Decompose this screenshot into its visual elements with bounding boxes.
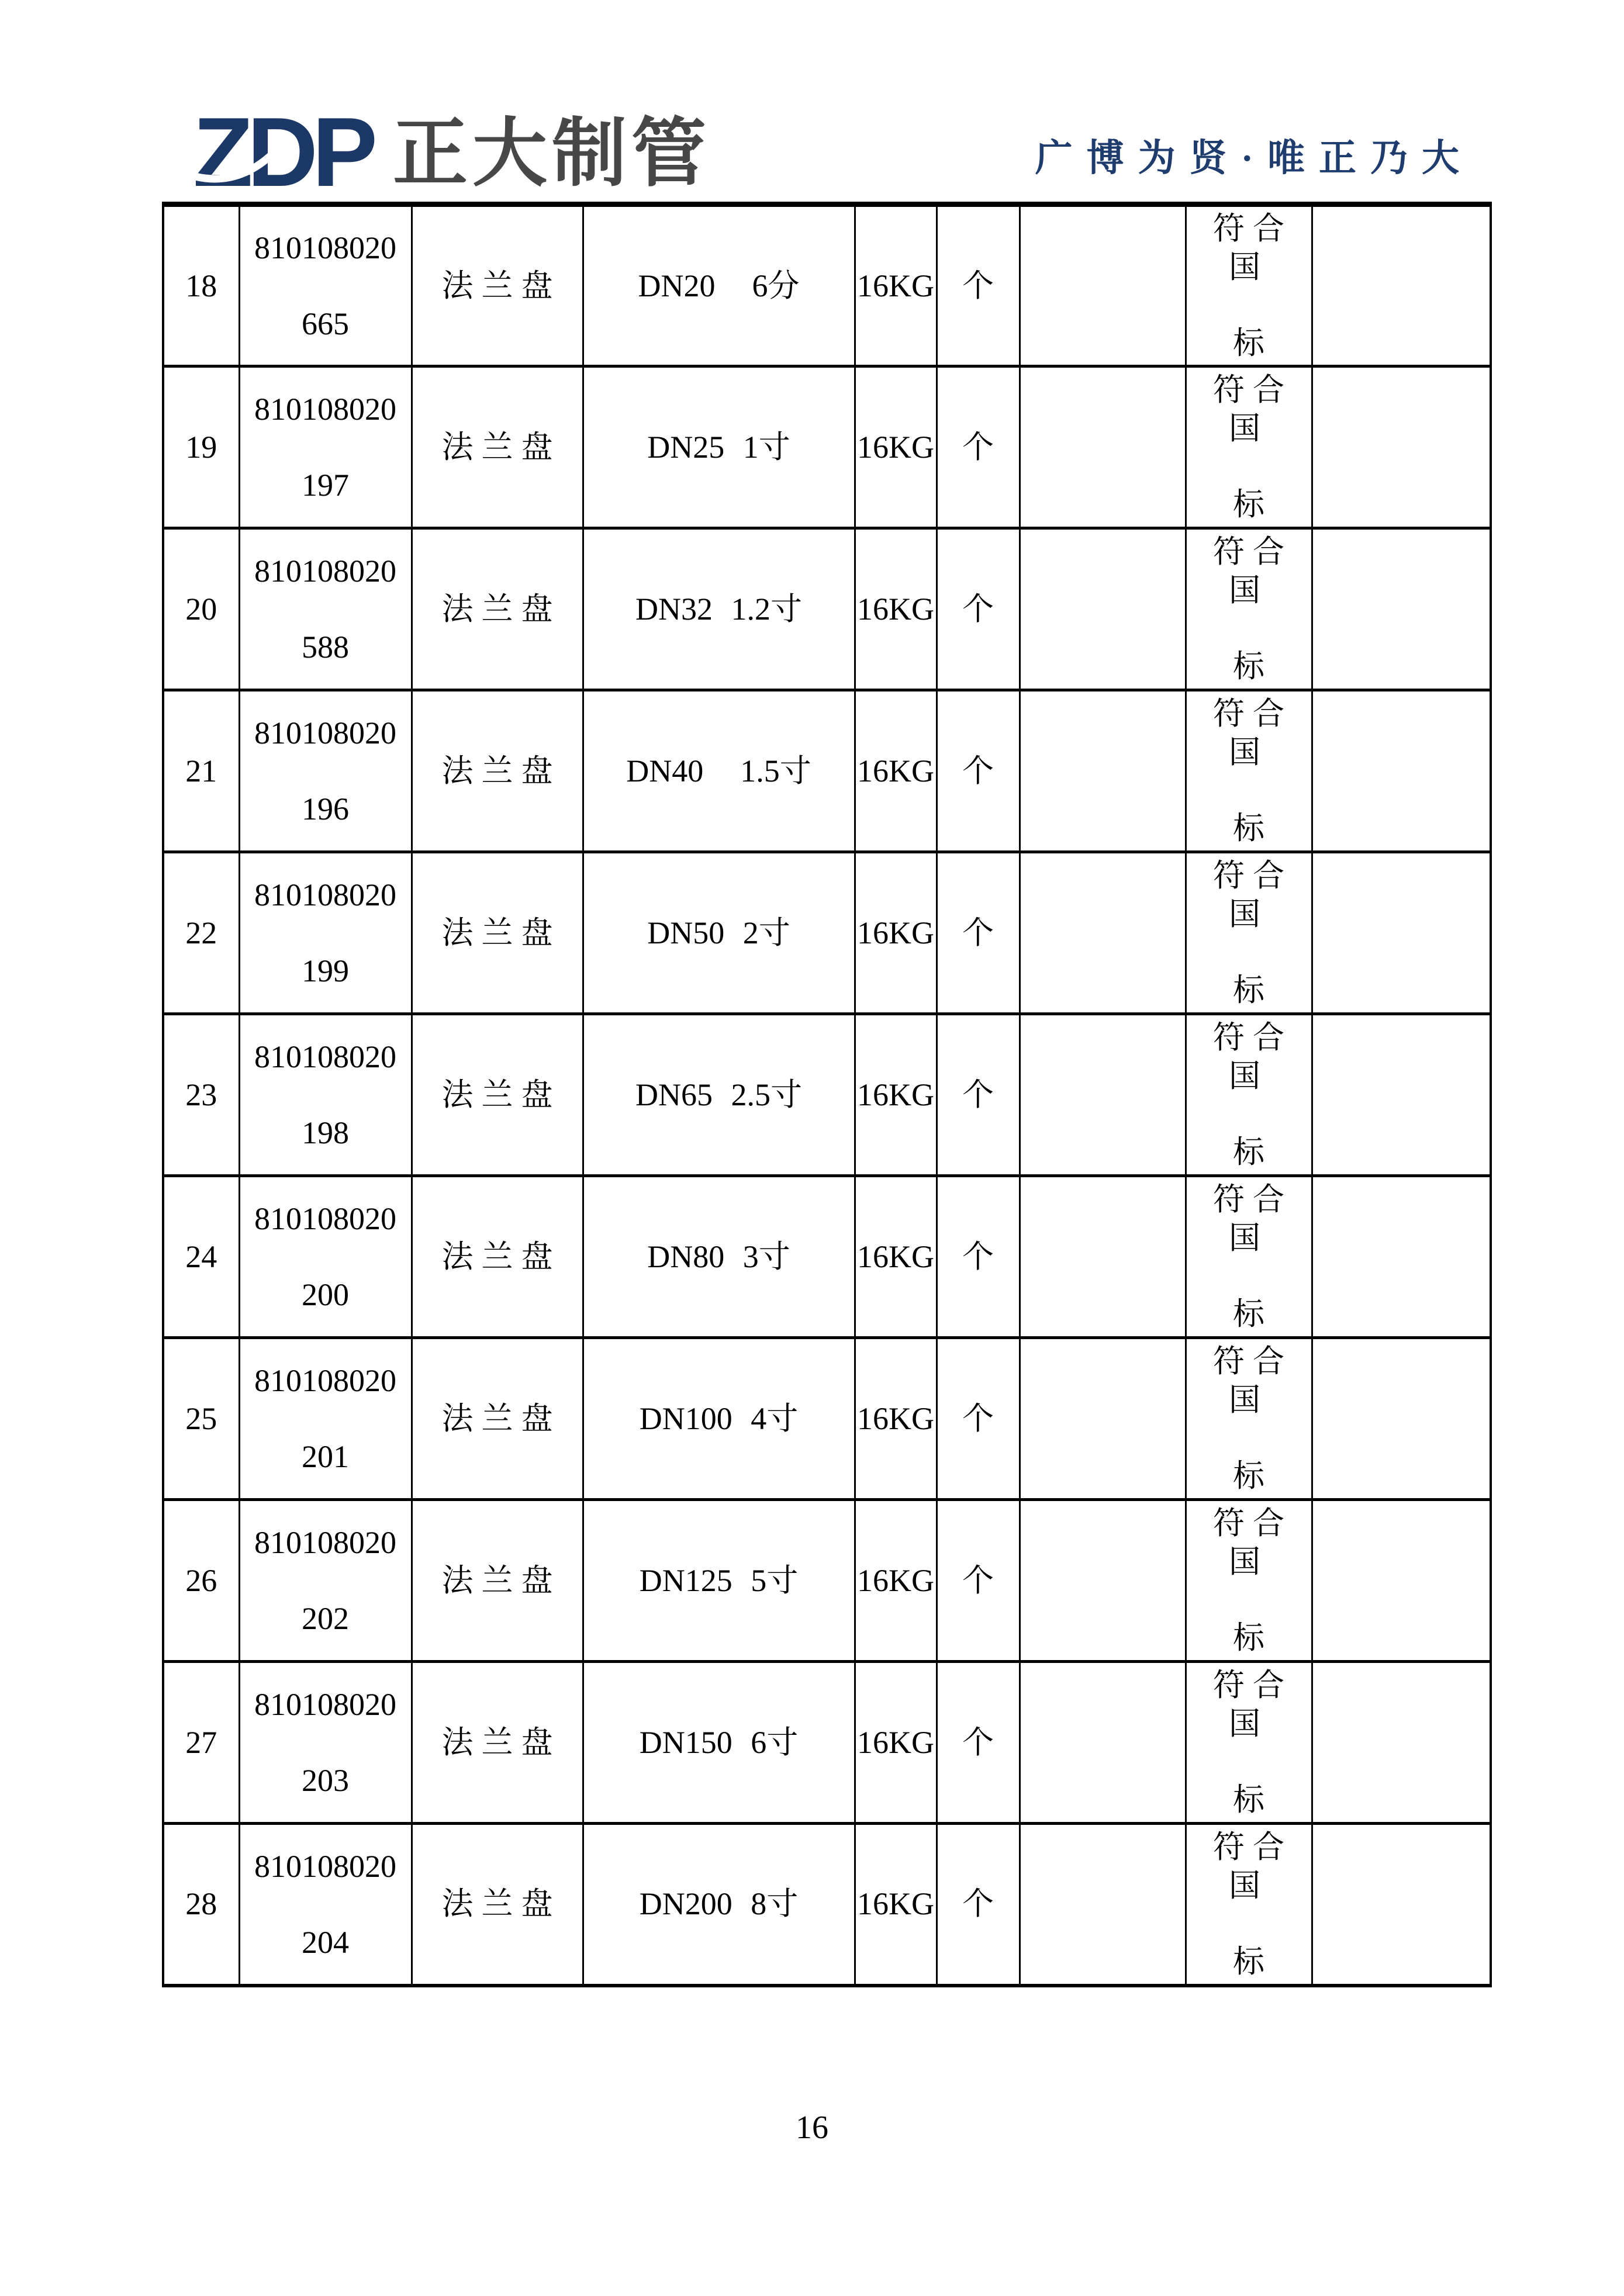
cell-pressure-rating: 16KG bbox=[855, 1014, 937, 1176]
logo-text-glyph: ZDP bbox=[193, 110, 372, 198]
cell-empty-quantity bbox=[1020, 1176, 1186, 1338]
material-code-line2: 197 bbox=[302, 468, 349, 503]
material-code-line1: 810108020 bbox=[254, 1039, 396, 1074]
cell-empty-remark bbox=[1312, 1662, 1491, 1824]
material-code-line1: 810108020 bbox=[254, 1363, 396, 1398]
cell-material-code bbox=[239, 528, 412, 690]
standard-line1: 符合国 bbox=[1213, 1506, 1293, 1579]
standard-line2: 标 bbox=[1233, 811, 1264, 846]
standard-line2: 标 bbox=[1233, 1782, 1264, 1817]
cell-standard bbox=[1186, 1014, 1312, 1176]
cell-empty-remark bbox=[1312, 852, 1491, 1014]
material-code-line2: 199 bbox=[302, 953, 349, 988]
header bbox=[193, 110, 711, 198]
table-sheet bbox=[162, 202, 1492, 1987]
material-code-line2: 201 bbox=[302, 1439, 349, 1474]
zdp-logo-icon bbox=[193, 110, 380, 198]
table-row bbox=[163, 1662, 1491, 1824]
cell-unit: 个 bbox=[937, 1824, 1020, 1986]
cell-serial-number: 21 bbox=[163, 690, 239, 852]
cell-empty-remark bbox=[1312, 1500, 1491, 1662]
cell-specification: DN32 1.2寸 bbox=[583, 528, 855, 690]
cell-empty-quantity bbox=[1020, 1338, 1186, 1500]
table-row bbox=[163, 690, 1491, 852]
cell-standard bbox=[1186, 1176, 1312, 1338]
cell-specification: DN40 1.5寸 bbox=[583, 690, 855, 852]
standard-line2: 标 bbox=[1233, 1944, 1264, 1979]
table-row bbox=[163, 1338, 1491, 1500]
cell-serial-number: 26 bbox=[163, 1500, 239, 1662]
cell-standard bbox=[1186, 852, 1312, 1014]
company-slogan: 广博为贤·唯正乃大 bbox=[1035, 137, 1473, 179]
cell-material-code bbox=[239, 852, 412, 1014]
material-code-line1: 810108020 bbox=[254, 877, 396, 912]
table-row bbox=[163, 1176, 1491, 1338]
cell-unit: 个 bbox=[937, 205, 1020, 366]
cell-serial-number: 19 bbox=[163, 366, 239, 528]
standard-line2: 标 bbox=[1233, 487, 1264, 522]
cell-material-code bbox=[239, 1338, 412, 1500]
cell-serial-number: 20 bbox=[163, 528, 239, 690]
cell-material-code bbox=[239, 366, 412, 528]
cell-empty-remark bbox=[1312, 205, 1491, 366]
cell-empty-quantity bbox=[1020, 366, 1186, 528]
material-code-line2: 588 bbox=[302, 630, 349, 665]
standard-line2: 标 bbox=[1233, 1135, 1264, 1170]
cell-material-code bbox=[239, 1014, 412, 1176]
material-code-line2: 196 bbox=[302, 791, 349, 827]
product-table bbox=[162, 202, 1492, 1987]
cell-pressure-rating: 16KG bbox=[855, 1824, 937, 1986]
standard-line1: 符合国 bbox=[1213, 534, 1293, 608]
cell-serial-number: 22 bbox=[163, 852, 239, 1014]
cell-serial-number: 28 bbox=[163, 1824, 239, 1986]
cell-empty-remark bbox=[1312, 1338, 1491, 1500]
standard-line1: 符合国 bbox=[1213, 1829, 1293, 1903]
cell-product-name: 法兰盘 bbox=[412, 1014, 583, 1176]
cell-material-code bbox=[239, 1176, 412, 1338]
table-row bbox=[163, 852, 1491, 1014]
cell-pressure-rating: 16KG bbox=[855, 1338, 937, 1500]
cell-product-name: 法兰盘 bbox=[412, 205, 583, 366]
cell-unit: 个 bbox=[937, 1014, 1020, 1176]
cell-pressure-rating: 16KG bbox=[855, 528, 937, 690]
cell-specification: DN65 2.5寸 bbox=[583, 1014, 855, 1176]
material-code-line2: 202 bbox=[302, 1601, 349, 1636]
cell-empty-remark bbox=[1312, 1014, 1491, 1176]
cell-empty-quantity bbox=[1020, 1662, 1186, 1824]
standard-line1: 符合国 bbox=[1213, 1020, 1293, 1094]
material-code-line2: 665 bbox=[302, 306, 349, 341]
cell-empty-remark bbox=[1312, 1176, 1491, 1338]
company-name: 正大制管 bbox=[393, 112, 711, 195]
cell-unit: 个 bbox=[937, 852, 1020, 1014]
cell-serial-number: 23 bbox=[163, 1014, 239, 1176]
cell-empty-remark bbox=[1312, 528, 1491, 690]
table-row bbox=[163, 205, 1491, 366]
cell-empty-quantity bbox=[1020, 1824, 1186, 1986]
cell-unit: 个 bbox=[937, 528, 1020, 690]
table-row bbox=[163, 1014, 1491, 1176]
standard-line2: 标 bbox=[1233, 649, 1264, 684]
cell-specification: DN20 6分 bbox=[583, 205, 855, 366]
cell-serial-number: 24 bbox=[163, 1176, 239, 1338]
cell-specification: DN25 1寸 bbox=[583, 366, 855, 528]
cell-material-code bbox=[239, 1500, 412, 1662]
cell-pressure-rating: 16KG bbox=[855, 1500, 937, 1662]
cell-pressure-rating: 16KG bbox=[855, 205, 937, 366]
cell-specification: DN125 5寸 bbox=[583, 1500, 855, 1662]
cell-empty-quantity bbox=[1020, 1014, 1186, 1176]
cell-unit: 个 bbox=[937, 366, 1020, 528]
standard-line1: 符合国 bbox=[1213, 858, 1293, 932]
standard-line1: 符合国 bbox=[1213, 372, 1293, 446]
cell-product-name: 法兰盘 bbox=[412, 366, 583, 528]
material-code-line1: 810108020 bbox=[254, 1525, 396, 1560]
table-row bbox=[163, 1824, 1491, 1986]
cell-empty-quantity bbox=[1020, 528, 1186, 690]
cell-specification: DN200 8寸 bbox=[583, 1824, 855, 1986]
page-number: 16 bbox=[796, 2110, 828, 2146]
cell-product-name: 法兰盘 bbox=[412, 852, 583, 1014]
cell-product-name: 法兰盘 bbox=[412, 1176, 583, 1338]
cell-empty-quantity bbox=[1020, 1500, 1186, 1662]
cell-specification: DN80 3寸 bbox=[583, 1176, 855, 1338]
cell-standard bbox=[1186, 1500, 1312, 1662]
standard-line2: 标 bbox=[1233, 1620, 1264, 1655]
material-code-line1: 810108020 bbox=[254, 392, 396, 427]
cell-product-name: 法兰盘 bbox=[412, 528, 583, 690]
cell-empty-remark bbox=[1312, 366, 1491, 528]
material-code-line2: 200 bbox=[302, 1277, 349, 1312]
cell-pressure-rating: 16KG bbox=[855, 366, 937, 528]
material-code-line1: 810108020 bbox=[254, 554, 396, 589]
standard-line1: 符合国 bbox=[1213, 696, 1293, 770]
cell-standard bbox=[1186, 1662, 1312, 1824]
standard-line1: 符合国 bbox=[1213, 1344, 1293, 1417]
cell-empty-quantity bbox=[1020, 690, 1186, 852]
cell-pressure-rating: 16KG bbox=[855, 690, 937, 852]
standard-line2: 标 bbox=[1233, 1296, 1264, 1332]
cell-product-name: 法兰盘 bbox=[412, 690, 583, 852]
cell-product-name: 法兰盘 bbox=[412, 1662, 583, 1824]
material-code-line1: 810108020 bbox=[254, 715, 396, 751]
cell-unit: 个 bbox=[937, 1176, 1020, 1338]
standard-line1: 符合国 bbox=[1213, 1668, 1293, 1741]
material-code-line1: 810108020 bbox=[254, 1687, 396, 1722]
cell-material-code bbox=[239, 205, 412, 366]
cell-unit: 个 bbox=[937, 1500, 1020, 1662]
cell-standard bbox=[1186, 366, 1312, 528]
material-code-line2: 204 bbox=[302, 1924, 349, 1960]
cell-material-code bbox=[239, 690, 412, 852]
material-code-line2: 203 bbox=[302, 1763, 349, 1798]
cell-serial-number: 27 bbox=[163, 1662, 239, 1824]
standard-line2: 标 bbox=[1233, 326, 1264, 361]
cell-specification: DN100 4寸 bbox=[583, 1338, 855, 1500]
cell-pressure-rating: 16KG bbox=[855, 1176, 937, 1338]
cell-empty-remark bbox=[1312, 690, 1491, 852]
cell-empty-quantity bbox=[1020, 205, 1186, 366]
cell-serial-number: 18 bbox=[163, 205, 239, 366]
standard-line2: 标 bbox=[1233, 973, 1264, 1008]
standard-line2: 标 bbox=[1233, 1458, 1264, 1493]
cell-unit: 个 bbox=[937, 1338, 1020, 1500]
table-body bbox=[163, 205, 1491, 1986]
cell-pressure-rating: 16KG bbox=[855, 1662, 937, 1824]
cell-standard bbox=[1186, 205, 1312, 366]
cell-empty-quantity bbox=[1020, 852, 1186, 1014]
cell-unit: 个 bbox=[937, 690, 1020, 852]
cell-product-name: 法兰盘 bbox=[412, 1338, 583, 1500]
table-row bbox=[163, 1500, 1491, 1662]
cell-empty-remark bbox=[1312, 1824, 1491, 1986]
standard-line1: 符合国 bbox=[1213, 1182, 1293, 1256]
table-row bbox=[163, 366, 1491, 528]
cell-pressure-rating: 16KG bbox=[855, 852, 937, 1014]
cell-material-code bbox=[239, 1824, 412, 1986]
cell-serial-number: 25 bbox=[163, 1338, 239, 1500]
material-code-line2: 198 bbox=[302, 1115, 349, 1150]
cell-product-name: 法兰盘 bbox=[412, 1500, 583, 1662]
cell-material-code bbox=[239, 1662, 412, 1824]
cell-specification: DN50 2寸 bbox=[583, 852, 855, 1014]
cell-unit: 个 bbox=[937, 1662, 1020, 1824]
material-code-line1: 810108020 bbox=[254, 1848, 396, 1884]
standard-line1: 符合国 bbox=[1213, 211, 1293, 285]
cell-standard bbox=[1186, 1824, 1312, 1986]
cell-standard bbox=[1186, 1338, 1312, 1500]
cell-product-name: 法兰盘 bbox=[412, 1824, 583, 1986]
table-row bbox=[163, 528, 1491, 690]
cell-standard bbox=[1186, 528, 1312, 690]
material-code-line1: 810108020 bbox=[254, 1201, 396, 1236]
material-code-line1: 810108020 bbox=[254, 230, 396, 265]
cell-specification: DN150 6寸 bbox=[583, 1662, 855, 1824]
cell-standard bbox=[1186, 690, 1312, 852]
